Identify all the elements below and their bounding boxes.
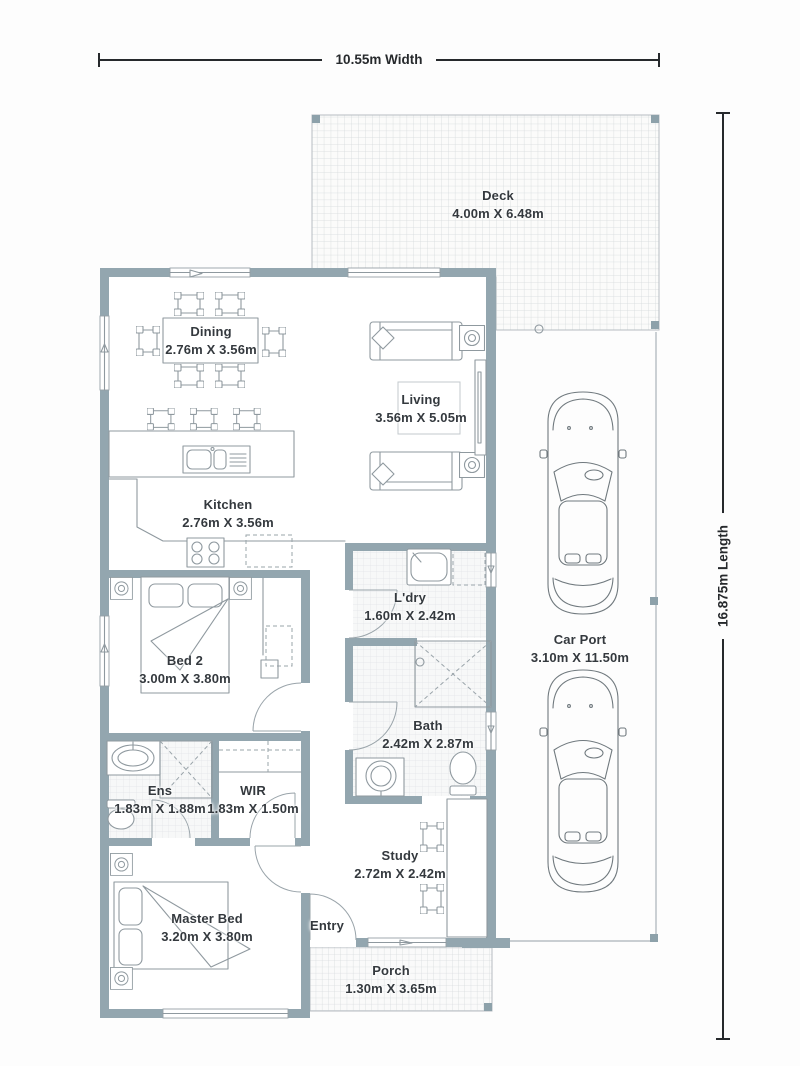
room-name: Bed 2 [166,653,204,669]
room-label-porch [345,962,437,998]
room-dims: 1.60m X 2.42m [364,608,456,623]
car-2 [540,670,626,892]
room-label-study [354,847,446,883]
room-dims: 3.56m X 5.05m [375,410,467,425]
room-label-master [161,910,253,946]
room-name: Kitchen [203,497,253,513]
room-dims: 2.72m X 2.42m [354,866,446,881]
room-label-bed2 [139,652,231,688]
car-1 [540,392,626,614]
room-dims: 1.83m X 1.88m [114,801,206,816]
room-label-living [375,391,467,427]
room-label-dining [165,323,257,359]
toilet-icon [450,752,476,795]
length-dimension-label: 16.875m Length [716,513,731,639]
ens-vanity [107,741,160,775]
room-label-deck [452,187,544,223]
study-desk [447,799,487,937]
room-name: Dining [190,324,232,340]
dimension-line [98,59,322,61]
room-label-bath [382,717,474,753]
kitchen-sink-icon [183,446,250,473]
room-label-kitchen [182,496,274,532]
room-label-entry [310,917,344,935]
tv-unit [475,360,486,455]
sofa-top [370,322,462,360]
room-dims: 2.76m X 3.56m [165,342,257,357]
room-label-laundry [364,589,456,625]
length-dimension [714,112,732,1040]
room-dims: 2.42m X 2.87m [382,736,474,751]
room-name: WIR [240,783,266,799]
room-name: Entry [310,918,344,934]
room-dims: 4.00m X 6.48m [452,206,544,221]
room-name: Master Bed [171,911,243,927]
sofa-bottom [370,452,462,490]
room-name: Porch [372,963,410,979]
room-name: L'dry [393,590,427,606]
cooktop-icon [187,538,224,567]
room-name: Car Port [553,632,607,648]
room-dims: 1.83m X 1.50m [207,801,299,816]
room-dims: 1.30m X 3.65m [345,981,437,996]
room-label-ens [114,782,206,818]
dimension-line [436,59,660,61]
bath-vanity [356,758,404,796]
room-label-carport [531,631,629,667]
room-name: Deck [482,188,514,204]
room-dims: 3.00m X 3.80m [139,671,231,686]
room-label-wir [207,782,299,818]
room-name: Ens [147,783,173,799]
room-name: Living [401,392,441,408]
room-dims: 2.76m X 3.56m [182,515,274,530]
width-dimension-label: 10.55m Width [335,52,423,67]
room-name: Bath [413,718,443,734]
room-name: Study [381,848,419,864]
room-dims: 3.10m X 11.50m [530,650,630,665]
room-dims: 3.20m X 3.80m [161,929,253,944]
width-dimension [98,52,660,67]
